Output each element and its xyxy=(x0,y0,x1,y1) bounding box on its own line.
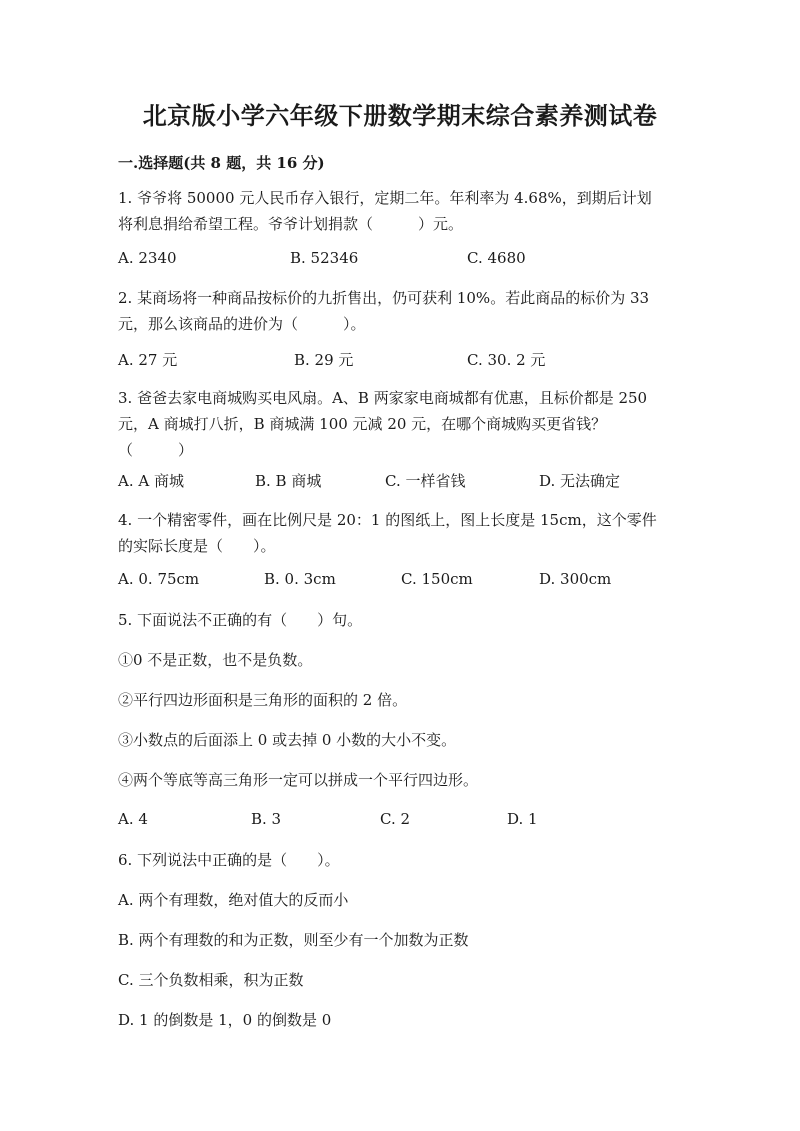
question-1 xyxy=(118,185,678,237)
question-line: （ ） xyxy=(118,441,194,459)
option-b: B. 29 元 xyxy=(294,351,354,369)
question-line: 5. 下面说法不正确的有（ ）句。 xyxy=(118,611,363,629)
question-1-options xyxy=(118,249,718,271)
question-line: 将利息捐给希望工程。爷爷计划捐款（ ）元。 xyxy=(118,215,464,233)
question-5-options xyxy=(118,810,718,832)
option-c: C. 2 xyxy=(380,810,411,828)
question-4 xyxy=(118,507,678,559)
question-line: 6. 下列说法中正确的是（ ）。 xyxy=(118,851,340,869)
question-2-options xyxy=(118,349,718,371)
statement: C. 三个负数相乘，积为正数 xyxy=(118,971,304,989)
option-c: C. 一样省钱 xyxy=(385,472,466,490)
option-d: D. 1 xyxy=(507,810,538,828)
exam-title: 北京版小学六年级下册数学期末综合素养测试卷 xyxy=(142,101,658,130)
option-b: B. 52346 xyxy=(290,249,359,267)
question-line: 3. 爸爸去家电商城购买电风扇。A、B 两家家电商城都有优惠，且标价都是 250 xyxy=(118,389,648,407)
option-a: A. 4 xyxy=(118,810,148,828)
question-4-options xyxy=(118,570,718,592)
statement: ③小数点的后面添上 0 或去掉 0 小数的大小不变。 xyxy=(118,731,457,749)
statement: ④两个等底等高三角形一定可以拼成一个平行四边形。 xyxy=(118,771,479,789)
question-line: 1. 爷爷将 50000 元人民币存入银行，定期二年。年利率为 4.68%，到期后计划 xyxy=(118,189,652,207)
question-3-options xyxy=(118,470,718,492)
section-heading: 一.选择题(共 8 题，共 16 分) xyxy=(118,154,325,172)
option-d: D. 300cm xyxy=(539,570,612,588)
option-a: A. 27 元 xyxy=(118,351,178,369)
question-3 xyxy=(118,385,678,463)
option-c: C. 30. 2 元 xyxy=(467,351,546,369)
option-d: D. 无法确定 xyxy=(539,472,621,490)
statement: ①0 不是正数，也不是负数。 xyxy=(118,651,313,669)
question-line: 4. 一个精密零件，画在比例尺是 20：1 的图纸上，图上长度是 15cm，这个零件 xyxy=(118,511,657,529)
option-b: B. 3 xyxy=(251,810,282,828)
option-a: A. 0. 75cm xyxy=(118,570,200,588)
statement: D. 1 的倒数是 1，0 的倒数是 0 xyxy=(118,1011,332,1029)
question-2 xyxy=(118,285,678,337)
question-6 xyxy=(118,847,678,873)
statement: A. 两个有理数，绝对值大的反而小 xyxy=(118,891,349,909)
question-line: 元，A 商城打八折，B 商城满 100 元减 20 元，在哪个商城购买更省钱？ xyxy=(118,415,607,433)
option-c: C. 150cm xyxy=(401,570,473,588)
statement: ②平行四边形面积是三角形的面积的 2 倍。 xyxy=(118,691,408,709)
option-a: A. A 商城 xyxy=(118,472,184,490)
option-a: A. 2340 xyxy=(118,249,177,267)
option-b: B. 0. 3cm xyxy=(264,570,336,588)
question-line: 2. 某商场将一种商品按标价的九折售出，仍可获利 10%。若此商品的标价为 33 xyxy=(118,289,650,307)
question-line: 的实际长度是（ ）。 xyxy=(118,537,276,555)
question-line: 元，那么该商品的进价为（ ）。 xyxy=(118,315,366,333)
statement: B. 两个有理数的和为正数，则至少有一个加数为正数 xyxy=(118,931,469,949)
option-c: C. 4680 xyxy=(467,249,526,267)
option-b: B. B 商城 xyxy=(255,472,322,490)
question-5 xyxy=(118,607,678,633)
